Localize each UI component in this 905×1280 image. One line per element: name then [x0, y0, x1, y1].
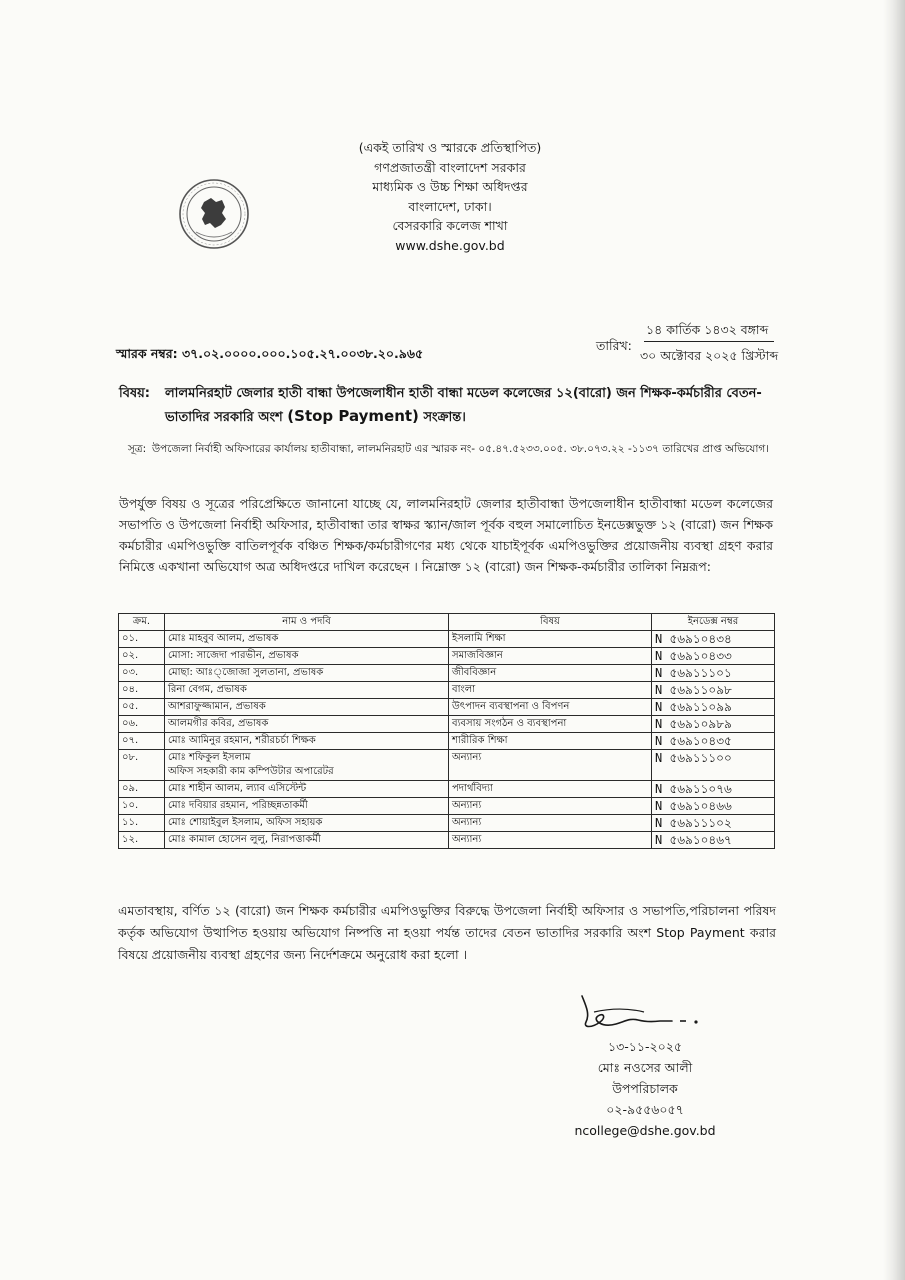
memo-number: ৩৭.০২.০০০০.০০০.১০৫.২৭.০০৩৮.২০.৯৬৫	[182, 346, 424, 361]
cell-serial: ১২.	[119, 832, 165, 849]
memo-number-line	[116, 346, 423, 366]
cell-name: মোঃ শোয়াইবুল ইসলাম, অফিস সহায়ক	[165, 815, 449, 832]
cell-subject: বাংলা	[449, 682, 652, 699]
cell-name: রিনা বেগম, প্রভাষক	[165, 682, 449, 699]
table-row	[119, 665, 775, 682]
cell-name: মোঃ শফিকুল ইসলাম	[168, 752, 251, 763]
cell-index: N ৫৬৯১১১০০	[652, 750, 775, 781]
table-row	[119, 699, 775, 716]
signatory-name: মোঃ নওসের আলী	[597, 1060, 693, 1075]
cell-subject: পদার্থবিদ্যা	[449, 781, 652, 798]
cell-index: N ৫৬৯১০৪৩৫	[652, 733, 775, 750]
cell-name: আশরাফুজ্জামান, প্রভাষক	[165, 699, 449, 716]
cell-serial: ০৩.	[119, 665, 165, 682]
col-header-index: ইনডেক্স নম্বর	[652, 614, 775, 631]
cell-index: N ৫৬৯১০৪৬৬	[652, 798, 775, 815]
cell-index: N ৫৬৯১১০৯৯	[652, 699, 775, 716]
cell-serial: ১১.	[119, 815, 165, 832]
handwritten-signature	[572, 988, 712, 1040]
reissue-note: (একই তারিখ ও স্মারকে প্রতিস্থাপিত)	[358, 140, 542, 155]
date-label: তারিখ:	[596, 338, 632, 353]
memo-label: স্মারক নম্বর:	[116, 346, 178, 361]
cell-name: মোছা: আঃ্জোজা সুলতানা, প্রভাষক	[165, 665, 449, 682]
table-row	[119, 716, 775, 733]
cell-name-multiline	[165, 750, 449, 781]
table-header-row	[119, 614, 775, 631]
cell-serial: ০৪.	[119, 682, 165, 699]
cell-index: N ৫৬৯১১১০২	[652, 815, 775, 832]
cell-serial: ০২.	[119, 648, 165, 665]
staff-table	[118, 613, 775, 849]
subject-label: বিষয়:	[119, 386, 150, 401]
cell-serial: ০৬.	[119, 716, 165, 733]
cell-subject: ইসলামি শিক্ষা	[449, 631, 652, 648]
reference-label: সূত্র:	[128, 443, 147, 455]
cell-subject: জীববিজ্ঞান	[449, 665, 652, 682]
letterhead	[300, 138, 600, 255]
sign-date: ১৩-১১-২০২৫	[608, 1039, 682, 1054]
cell-name: মোঃ মাহবুব আলম, প্রভাষক	[165, 631, 449, 648]
table-row	[119, 832, 775, 849]
cell-serial: ০৯.	[119, 781, 165, 798]
cell-name-designation: অফিস সহকারী কাম কম্পিউটার অপারেটর	[168, 766, 334, 777]
col-header-serial: ক্রম.	[119, 614, 165, 631]
cell-name: মোঃ শাহীন আলম, ল্যাব এসিস্টেন্ট	[165, 781, 449, 798]
table-row	[119, 750, 775, 781]
cell-subject: অন্যান্য	[449, 798, 652, 815]
government-seal-icon	[178, 178, 250, 250]
cell-serial: ০৫.	[119, 699, 165, 716]
subject-text-main: লালমনিরহাট জেলার হাতী বান্ধা উপজেলাধীন হাতী বান্ধা মডেল কলেজের ১২(বারো) জন শিক্ষক-কর্মচারীর বেতন-ভাতাদির সরকারি অংশ	[165, 386, 762, 425]
col-header-subject: বিষয়	[449, 614, 652, 631]
cell-serial: ০১.	[119, 631, 165, 648]
table-row	[119, 798, 775, 815]
signatory-phone: ০২-৯৫৫৬০৫৭	[606, 1102, 684, 1117]
directorate-name: মাধ্যমিক ও উচ্চ শিক্ষা অধিদপ্তর	[372, 179, 528, 194]
cell-name: মোঃ আমিনুর রহমান, শরীরচর্চা শিক্ষক	[165, 733, 449, 750]
directorate-location: বাংলাদেশ, ঢাকা।	[408, 198, 492, 214]
government-name: গণপ্রজাতন্ত্রী বাংলাদেশ সরকার	[374, 159, 526, 175]
table-row	[119, 648, 775, 665]
col-header-name: নাম ও পদবি	[165, 614, 449, 631]
cell-name: মোঃ দবিয়ার রহমান, পরিচ্ছন্নতাকর্মী	[165, 798, 449, 815]
cell-subject: সমাজবিজ্ঞান	[449, 648, 652, 665]
cell-serial: ০৮.	[119, 750, 165, 781]
cell-subject: উৎপাদন ব্যবস্থাপনা ও বিপণন	[449, 699, 652, 716]
table-row	[119, 733, 775, 750]
cell-subject: অন্যান্য	[449, 750, 652, 781]
cell-name: মোসা: সাজেদা পারভীন, প্রভাষক	[165, 648, 449, 665]
subject-text	[165, 383, 805, 429]
website-link[interactable]: www.dshe.gov.bd	[395, 237, 505, 253]
branch-name: বেসরকারি কলেজ শাখা	[392, 218, 508, 233]
cell-index: N ৫৬৯১১০৭৬	[652, 781, 775, 798]
scan-shadow-edge	[883, 0, 905, 1280]
cell-subject: অন্যান্য	[449, 832, 652, 849]
date-divider	[644, 341, 774, 342]
table-row	[119, 631, 775, 648]
cell-index: N ৫৬৯১০৯৮৯	[652, 716, 775, 733]
cell-name: মোঃ কামাল হোসেন লুলু, নিরাপত্তাকর্মী	[165, 832, 449, 849]
cell-serial: ১০.	[119, 798, 165, 815]
reference-text: উপজেলা নির্বাহী অফিসারের কার্যালয় হাতীবান্ধা, লালমনিরহাট এর স্মারক নং- ০৫.৪৭.৫২৩৩.০০৫. ৩৮.০৭৩.২২ -১১৩৭ তারিখের প্রাপ্ত অভিযোগ।	[152, 443, 770, 455]
table-row	[119, 815, 775, 832]
cell-subject: শারীরিক শিক্ষা	[449, 733, 652, 750]
table-row	[119, 682, 775, 699]
signatory-designation: উপপরিচালক	[612, 1081, 678, 1096]
cell-index: N ৫৬৯১১১০১	[652, 665, 775, 682]
cell-subject: অন্যান্য	[449, 815, 652, 832]
date-gregorian: ৩০ অক্টোবর ২০২৫ খ্রিস্টাব্দ	[640, 348, 779, 363]
date-bangla: ১৪ কার্তিক ১৪৩২ বঙ্গাব্দ	[646, 322, 769, 337]
body-paragraph-1: উপর্যুক্ত বিষয় ও সূত্রের পরিপ্রেক্ষিতে জানানো যাচ্ছে যে, লালমনিরহাট জেলার হাতীবান্ধা উপজেলাধীন হাতীবান্ধা মডেল কলেজের সভাপতি ও উপজেলা নির্বাহী অফিসার, হাতীবান্ধা তার স্বাক্ষর স্ক্যান/জাল পূর্বক বহুল সমালোচিত ইনডেক্সভুক্ত ১২ (বারো) জন শিক্ষক কর্মচারীর এমপিওভুক্তি বাতিলপূর্বক বঞ্চিত শিক্ষক/কর্মচারীগণের মধ্য থেকে যাচাইপূর্বক এমপিওভুক্তির প্রয়োজনীয় ব্যবস্থা গ্রহণ করার নিমিত্তে একখানা অভিযোগ অত্র অধিদপ্তরে দাখিল করেছেন । নিম্নোক্ত ১২ (বারো) জন শিক্ষক-কর্মচারীর তালিকা নিম্নরূপ:	[119, 496, 773, 574]
cell-index: N ৫৬৯১১০৯৮	[652, 682, 775, 699]
table-row	[119, 781, 775, 798]
body-paragraph-2: এমতাবস্থায়, বর্ণিত ১২ (বারো) জন শিক্ষক কর্মচারীর এমপিওভুক্তির বিরুদ্ধে উপজেলা নির্বাহী অফিসার ও সভাপতি,পরিচালনা পরিষদ কর্তৃক অভিযোগ উত্থাপিত হওয়ায় অভিযোগ নিষ্পত্তি না হওয়া পর্যন্ত তাদের বেতন ভাতাদির সরকারি অংশ Stop Payment করার বিষয়ে প্রয়োজনীয় ব্যবস্থা গ্রহণের জন্য নির্দেশক্রমে অনুরোধ করা হলো ।	[118, 903, 776, 962]
stop-payment-term: (Stop Payment)	[287, 407, 419, 425]
cell-subject: ব্যবসায় সংগঠন ও ব্যবস্থাপনা	[449, 716, 652, 733]
cell-index: N ৫৬৯১০৪৩৪	[652, 631, 775, 648]
signatory-email[interactable]: ncollege@dshe.gov.bd	[574, 1123, 716, 1138]
cell-name: আলমগীর কবির, প্রভাষক	[165, 716, 449, 733]
cell-serial: ০৭.	[119, 733, 165, 750]
cell-index: N ৫৬৯১০৪৩৩	[652, 648, 775, 665]
signatory-block	[560, 1036, 730, 1141]
cell-index: N ৫৬৯১০৪৬৭	[652, 832, 775, 849]
subject-text-end: সংক্রান্ত।	[418, 410, 466, 425]
